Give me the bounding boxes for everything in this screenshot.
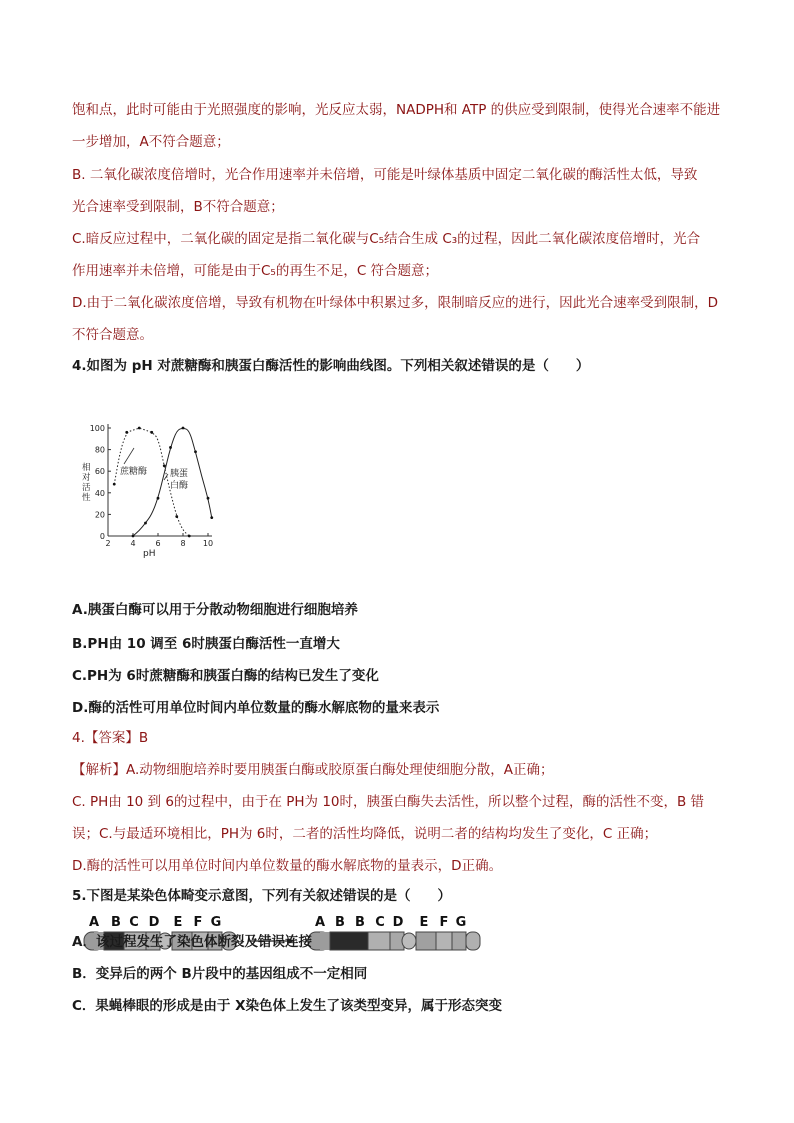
- data-point: [194, 450, 197, 453]
- analysis-line: C. PH由 10 到 6的过程中，由于在 PH为 10时，胰蛋白酶失去活性，所以整个过程，酶的活性不变，B 错: [72, 794, 705, 810]
- y-tick-label: 40: [94, 488, 105, 498]
- explanation-option-c: C.暗反应过程中，二氧化碳的固定是指二氧化碳与C₅结合生成 C₃的过程，因此二氧化碳浓度倍增时，光合: [72, 231, 701, 247]
- segment-label: C: [129, 915, 139, 930]
- question-5-option-c: C．果蝇棒眼的形成是由于 X染色体上发生了该类型变异，属于形态突变: [72, 998, 503, 1014]
- data-point: [188, 535, 191, 538]
- data-point: [138, 427, 141, 430]
- x-tick-label: 8: [180, 539, 186, 548]
- question-4-stem: 4.如图为 pH 对蔗糖酶和胰蛋白酶活性的影响曲线图。下列相关叙述错误的是（ ）: [72, 358, 590, 374]
- data-point: [175, 515, 178, 518]
- data-point: [144, 522, 147, 525]
- segment-label: B: [335, 915, 345, 930]
- segment-label: E: [419, 915, 429, 930]
- x-tick-label: 4: [130, 539, 136, 548]
- question-4-option-c: C.PH为 6时蔗糖酶和胰蛋白酶的结构已发生了变化: [72, 668, 379, 684]
- data-point: [150, 431, 153, 434]
- x-tick-label: 10: [202, 539, 214, 548]
- x-tick-label: 6: [155, 539, 161, 548]
- data-point: [210, 516, 213, 519]
- data-point: [169, 446, 172, 449]
- data-point: [182, 427, 185, 430]
- series-label-trypsin: 胰蛋白酶: [170, 469, 189, 491]
- explanation-line: 饱和点，此时可能由于光照强度的影响，光反应太弱，NADPH和 ATP 的供应受到限制，使得光合速率不能进: [72, 102, 721, 118]
- question-4-option-d: D.酶的活性可用单位时间内单位数量的酶水解底物的量来表示: [72, 700, 440, 716]
- data-point: [163, 464, 166, 467]
- segment-label: F: [193, 915, 203, 930]
- segment-label: E: [173, 915, 183, 930]
- segment-label: B: [355, 915, 365, 930]
- ph-activity-chart: [72, 388, 232, 558]
- question-5-stem: 5.下图是某染色体畸变示意图，下列有关叙述错误的是（ ）: [72, 888, 452, 904]
- question-4-option-a: A.胰蛋白酶可以用于分散动物细胞进行细胞培养: [72, 602, 358, 618]
- chromosome-after: [308, 932, 480, 950]
- explanation-line: 不符合题意。: [72, 327, 153, 343]
- question-5-option-b: B．变异后的两个 B片段中的基因组成不一定相同: [72, 966, 368, 982]
- data-point: [157, 497, 160, 500]
- segment-label: D: [148, 915, 160, 930]
- segment-label: B: [111, 915, 121, 930]
- x-axis-label: pH: [143, 549, 156, 558]
- y-tick-label: 0: [99, 532, 105, 541]
- segment-label: D: [392, 915, 404, 930]
- explanation-line: 光合速率受到限制，B不符合题意；: [72, 199, 284, 215]
- explanation-line: 作用速率并未倍增，可能是由于C₅的再生不足，C 符合题意；: [72, 263, 439, 279]
- explanation-option-d: D.由于二氧化碳浓度倍增，导致有机物在叶绿体中积累过多，限制暗反应的进行，因此光合速率受到限制，D: [72, 295, 719, 311]
- segment-label: G: [455, 915, 467, 930]
- y-tick-label: 60: [94, 467, 105, 477]
- analysis-line: 误；C.与最适环境相比，PH为 6时，二者的活性均降低，说明二者的结构均发生了变化，C 正确；: [72, 826, 658, 842]
- segment-label: A: [88, 915, 100, 930]
- segment-label: G: [210, 915, 222, 930]
- y-tick-label: 80: [94, 445, 105, 455]
- series-label-leader: [164, 474, 168, 480]
- data-point: [207, 497, 210, 500]
- segment-label: C: [375, 915, 385, 930]
- data-point: [113, 483, 116, 486]
- question-4-option-b: B.PH由 10 调至 6时胰蛋白酶活性一直增大: [72, 636, 340, 652]
- explanation-option-b: B. 二氧化碳浓度倍增时，光合作用速率并未倍增，可能是叶绿体基质中固定二氧化碳的酶活性太低，导致: [72, 167, 698, 183]
- data-point: [125, 431, 128, 434]
- question-5-option-a: A．该过程发生了染色体断裂及错误连接: [72, 934, 312, 950]
- data-point: [132, 535, 135, 538]
- analysis-line: D.酶的活性可以用单位时间内单位数量的酶水解底物的量表示，D正确。: [72, 858, 503, 874]
- answer-4: 4.【答案】B: [72, 730, 149, 746]
- segment-label: A: [314, 915, 326, 930]
- segment-label: F: [439, 915, 449, 930]
- x-tick-label: 2: [105, 539, 111, 548]
- y-tick-label: 20: [94, 510, 105, 520]
- explanation-line: 一步增加，A不符合题意；: [72, 134, 230, 150]
- y-axis-label: 相对活性: [82, 463, 91, 503]
- y-tick-label: 100: [89, 424, 105, 433]
- series-label-leader: [124, 448, 134, 464]
- series-label-sucrase: 蔗糖酶: [120, 467, 148, 477]
- analysis-line: 【解析】A.动物细胞培养时要用胰蛋白酶或胶原蛋白酶处理使细胞分散，A正确；: [72, 762, 554, 778]
